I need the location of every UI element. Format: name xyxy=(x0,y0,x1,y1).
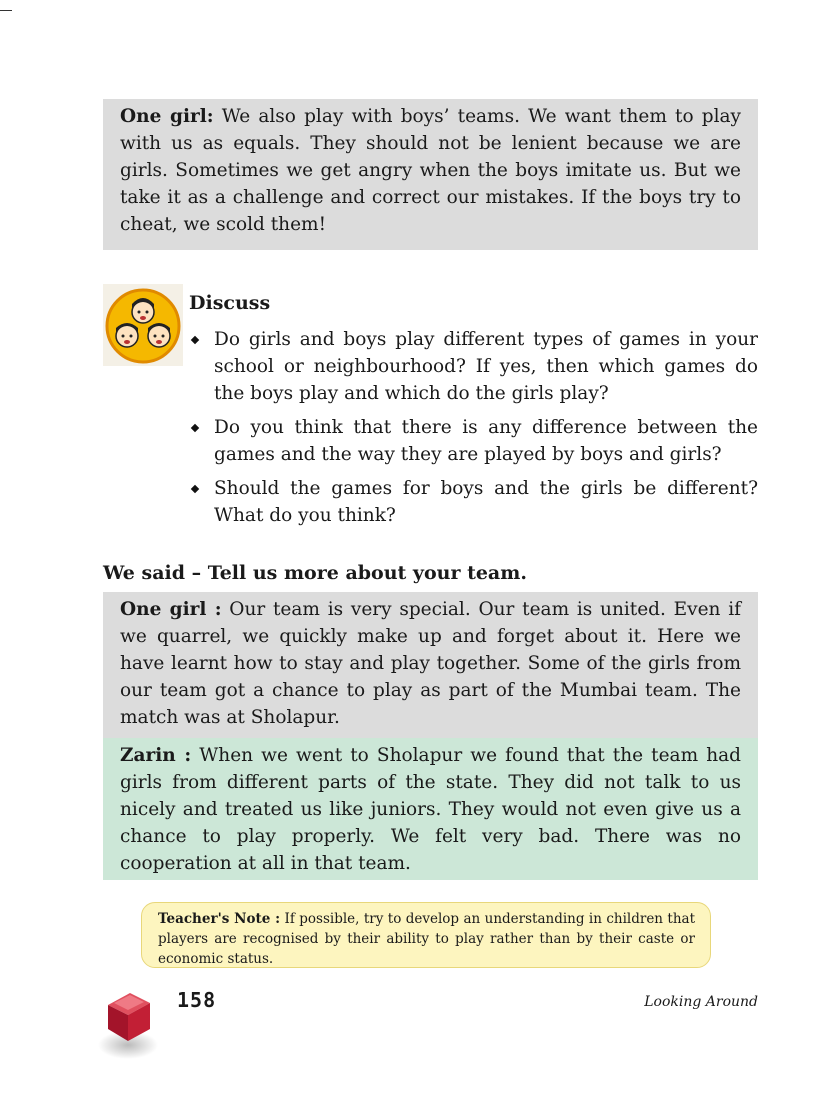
discuss-question-list xyxy=(189,326,758,536)
speaker-label: One girl: xyxy=(120,106,214,127)
dialogue-box-one-girl-1 xyxy=(103,99,758,250)
diamond-bullet-icon xyxy=(191,485,199,493)
dialogue-box-zarin xyxy=(103,738,758,880)
teachers-note-paragraph xyxy=(158,909,695,969)
list-item xyxy=(189,475,758,529)
discuss-heading: Discuss xyxy=(189,292,271,314)
book-title: Looking Around xyxy=(644,994,758,1010)
question-text: Do girls and boys play different types of games in your school or neighbourhood? If yes, then which games do the boys play and which do the girls play? xyxy=(214,329,758,404)
dialogue-text: Our team is very special. Our team is united. Even if we quarrel, we quickly make up and forget about it. Here we have learnt how to stay and play together. Some of the girls from our team got a chance to play as part of the Mumbai team. The match was at Sholapur. xyxy=(120,599,741,728)
page-number: 158 xyxy=(177,988,217,1012)
speaker-label: Zarin : xyxy=(120,745,192,766)
speaker-label: One girl : xyxy=(120,599,222,620)
teachers-note-text: If possible, try to develop an understanding in children that players are recognised by their ability to play rather than by their caste or economic status. xyxy=(158,911,696,967)
question-text: Should the games for boys and the girls be different? What do you think? xyxy=(214,478,758,526)
list-item xyxy=(189,414,758,468)
teachers-note-label: Teacher's Note : xyxy=(158,911,281,927)
dialogue-text: We also play with boys’ teams. We want them to play with us as equals. They should not be lenient because we are girls. Sometimes we get angry when the boys imitate us. But we take it as a challenge and correct our mistakes. If the boys try to cheat, we scold them! xyxy=(120,106,741,235)
question-text: Do you think that there is any difference between the games and the way they are played by boys and girls? xyxy=(214,417,758,465)
dialogue-paragraph xyxy=(120,742,741,877)
discuss-children-icon xyxy=(103,284,183,366)
dialogue-paragraph xyxy=(120,596,741,731)
dialogue-paragraph xyxy=(120,103,741,238)
red-cube-icon xyxy=(90,983,162,1063)
teachers-note-box xyxy=(141,902,711,968)
dialogue-text: When we went to Sholapur we found that the team had girls from different parts of the state. They did not talk to us nicely and treated us like juniors. They would not even give us a chance to play properly. We felt very bad. There was no cooperation at all in that team. xyxy=(120,745,741,874)
section-heading: We said – Tell us more about your team. xyxy=(103,562,527,584)
diamond-bullet-icon xyxy=(191,424,199,432)
diamond-bullet-icon xyxy=(191,336,199,344)
dialogue-box-one-girl-2 xyxy=(103,592,758,738)
corner-crop-mark xyxy=(0,10,12,11)
list-item xyxy=(189,326,758,407)
